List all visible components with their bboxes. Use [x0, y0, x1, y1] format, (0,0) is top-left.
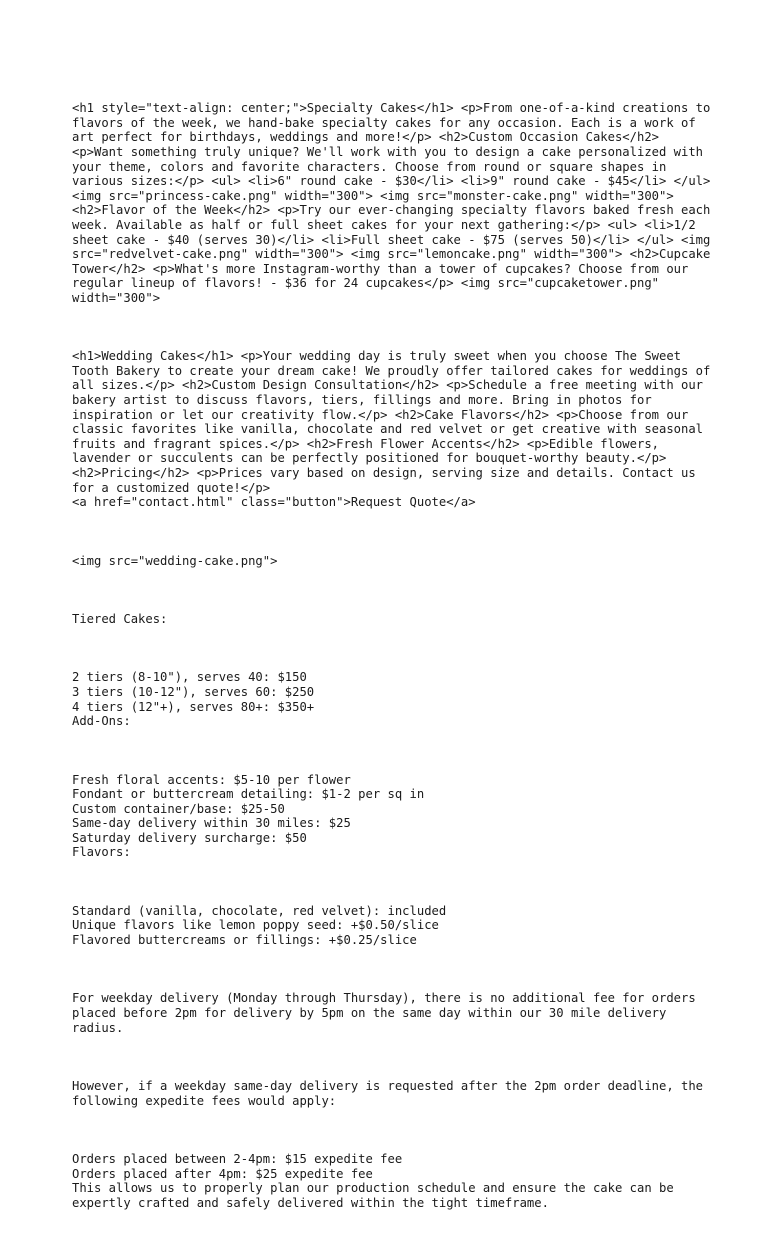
- add-ons-list: Fresh floral accents: $5-10 per flower Fondant or buttercream detailing: $1-2 per sq in Custom container/base: $25-50 Same-day delivery within 30 miles: $25 Saturday delivery surcharge: $50 Flavors:: [72, 772, 425, 860]
- tiered-cakes-heading: Tiered Cakes:: [72, 611, 168, 626]
- flavors-list: Standard (vanilla, chocolate, red velvet): included Unique flavors like lemon poppy seed: +$0.50/slice Flavored buttercreams or fillings: +$0.25/slice: [72, 903, 447, 948]
- document-body: [72, 72, 718, 1240]
- wedding-cake-image-tag: <img src="wedding-cake.png">: [72, 553, 278, 568]
- specialty-cakes-html-paragraph: <h1 style="text-align: center;">Specialty Cakes</h1> <p>From one-of-a-kind creations to flavors of the week, we hand-bake specialty cakes for any occasion. Each is a work of art perfect for birthdays, weddings and more!</p> <h2>Custom Occasion Cakes</h2> <p>Want something truly unique? We'll work with you to design a cake personalized with your theme, colors and favorite characters. Choose from round or square shapes in various sizes:</p> <ul> <li>6" round cake - $30</li> <li>9" round cake - $45</li> </ul> <img src="princess-cake.png" width="300"> <img src="monster-cake.png" width="300"> <h2>Flavor of the Week</h2> <p>Try our ever-changing specialty flavors baked fresh each week. Available as half or full sheet cakes for your next gathering:</p> <ul> <li>1/2 sheet cake - $40 (serves 30)</li> <li>Full sheet cake - $75 (serves 50)</li> </ul> <img src="redvelvet-cake.png" width="300"> <img src="lemoncake.png" width="300"> <h2>Cupcake Tower</h2> <p>What's more Instagram-worthy than a tower of cupcakes? Choose from our regular lineup of flavors! - $36 for 24 cupcakes</p> <img src="cupcaketower.png" width="300">: [72, 101, 718, 305]
- wedding-cakes-html-paragraph: <h1>Wedding Cakes</h1> <p>Your wedding day is truly sweet when you choose The Sweet Tooth Bakery to create your dream cake! We proudly offer tailored cakes for weddings of all sizes.</p> <h2>Custom Design Consultation</h2> <p>Schedule a free meeting with our bakery artist to discuss flavors, tiers, fillings and more. Bring in photos for inspiration or let our creativity flow.</p> <h2>Cake Flavors</h2> <p>Choose from our classic favorites like vanilla, chocolate and red velvet or get creative with seasonal fruits and fragrant spices.</p> <h2>Fresh Flower Accents</h2> <p>Edible flowers, lavender or succulents can be perfectly positioned for bouquet-worthy beauty.</p> <h2>Pricing</h2> <p>Prices vary based on design, serving size and details. Contact us for a customized quote!</p> <a href="contact.html" class="button">Request Quote</a>: [72, 349, 711, 510]
- expedite-intro-paragraph: However, if a weekday same-day delivery is requested after the 2pm order deadline, the following expedite fees would apply:: [72, 1078, 711, 1108]
- expedite-fees-list: Orders placed between 2-4pm: $15 expedite fee Orders placed after 4pm: $25 expedite fee This allows us to properly plan our production schedule and ensure the cake can be expertly crafted and safely delivered within the tight timeframe.: [72, 1151, 674, 1210]
- tier-pricing-list: 2 tiers (8-10"), serves 40: $150 3 tiers (10-12"), serves 60: $250 4 tiers (12"+), serves 80+: $350+ Add-Ons:: [72, 670, 315, 729]
- weekday-delivery-paragraph: For weekday delivery (Monday through Thursday), there is no additional fee for orders placed before 2pm for delivery by 5pm on the same day within our 30 mile delivery radius.: [72, 991, 704, 1035]
